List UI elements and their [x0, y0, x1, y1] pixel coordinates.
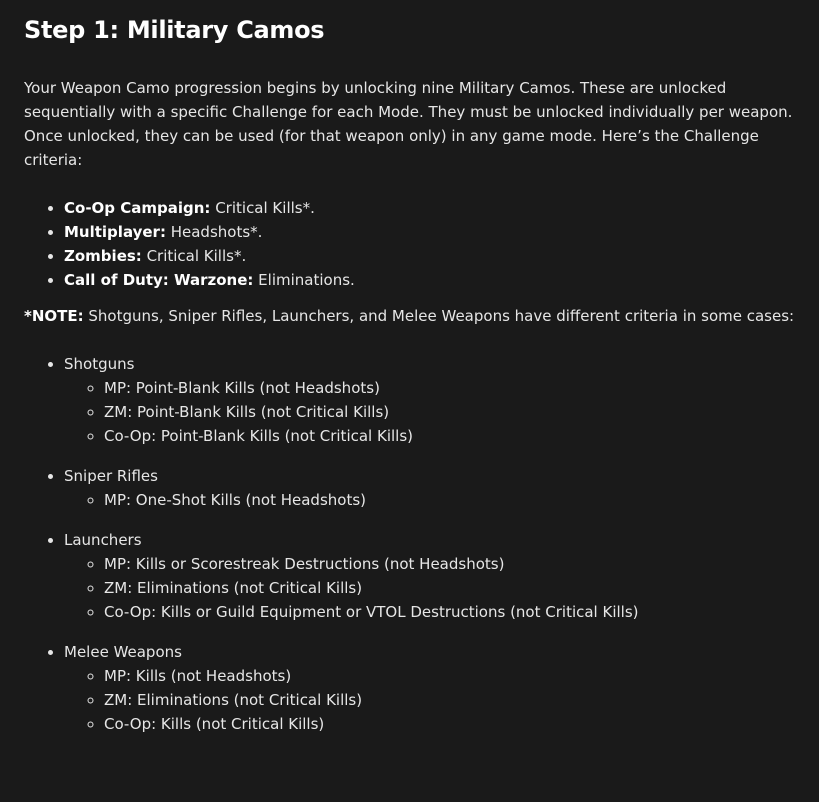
weapon-case-launchers: [64, 528, 799, 624]
weapon-case-name: Melee Weapons: [64, 643, 182, 661]
mode-label: Co-Op Campaign:: [64, 199, 211, 217]
mode-value: Headshots*.: [165, 223, 263, 241]
list-item: ◦ Co-Op: Kills (not Critical Kills): [104, 712, 799, 736]
weapon-case-sniper-rifles: [64, 464, 799, 512]
list-item: [64, 268, 799, 292]
weapon-case-shotguns: [64, 352, 799, 448]
note-label: *NOTE:: [24, 307, 84, 325]
list-item: ◦ MP: One-Shot Kills (not Headshots): [104, 488, 799, 512]
list-item: ◦ MP: Point-Blank Kills (not Headshots): [104, 376, 799, 400]
mode-value: Eliminations.: [253, 271, 355, 289]
list-item: [64, 244, 799, 268]
weapon-cases-list: [24, 352, 799, 736]
list-item: ◦ MP: Kills or Scorestreak Destructions (not Headshots): [104, 552, 799, 576]
note-text: Shotguns, Sniper Rifles, Launchers, and Melee Weapons have different criteria in some cases:: [83, 307, 795, 325]
intro-paragraph: Your Weapon Camo progression begins by unlocking nine Military Camos. These are unlocked sequentially with a specific Challenge for each Mode. They must be unlocked individually per weapon. Once unlocked, they can be used (for that weapon only) in any game mode. Here’s the Challenge criteria:: [24, 79, 793, 169]
note-paragraph: [24, 304, 799, 328]
mode-value: Critical Kills*.: [141, 247, 247, 265]
weapon-case-name: Shotguns: [64, 355, 135, 373]
criteria-sublist: [64, 488, 799, 512]
mode-label: Zombies:: [64, 247, 142, 265]
list-item: ◦ ZM: Eliminations (not Critical Kills): [104, 576, 799, 600]
list-item: ◦ Co-Op: Point-Blank Kills (not Critical Kills): [104, 424, 799, 448]
criteria-sublist: [64, 376, 799, 448]
mode-value: Critical Kills*.: [210, 199, 315, 217]
weapon-case-name: Launchers: [64, 531, 142, 549]
list-item: ◦ Co-Op: Kills or Guild Equipment or VTOL Destructions (not Critical Kills): [104, 600, 799, 624]
mode-label: Call of Duty: Warzone:: [64, 271, 254, 289]
criteria-sublist: [64, 552, 799, 624]
list-item: [64, 220, 799, 244]
mode-criteria-list: [24, 196, 799, 292]
weapon-case-melee-weapons: [64, 640, 799, 736]
criteria-sublist: [64, 664, 799, 736]
page-title: Step 1: Military Camos: [24, 16, 325, 44]
mode-label: Multiplayer:: [64, 223, 166, 241]
list-item: ◦ ZM: Eliminations (not Critical Kills): [104, 688, 799, 712]
list-item: [64, 196, 799, 220]
weapon-case-name: Sniper Rifles: [64, 467, 158, 485]
list-item: ◦ MP: Kills (not Headshots): [104, 664, 799, 688]
list-item: ◦ ZM: Point-Blank Kills (not Critical Kills): [104, 400, 799, 424]
